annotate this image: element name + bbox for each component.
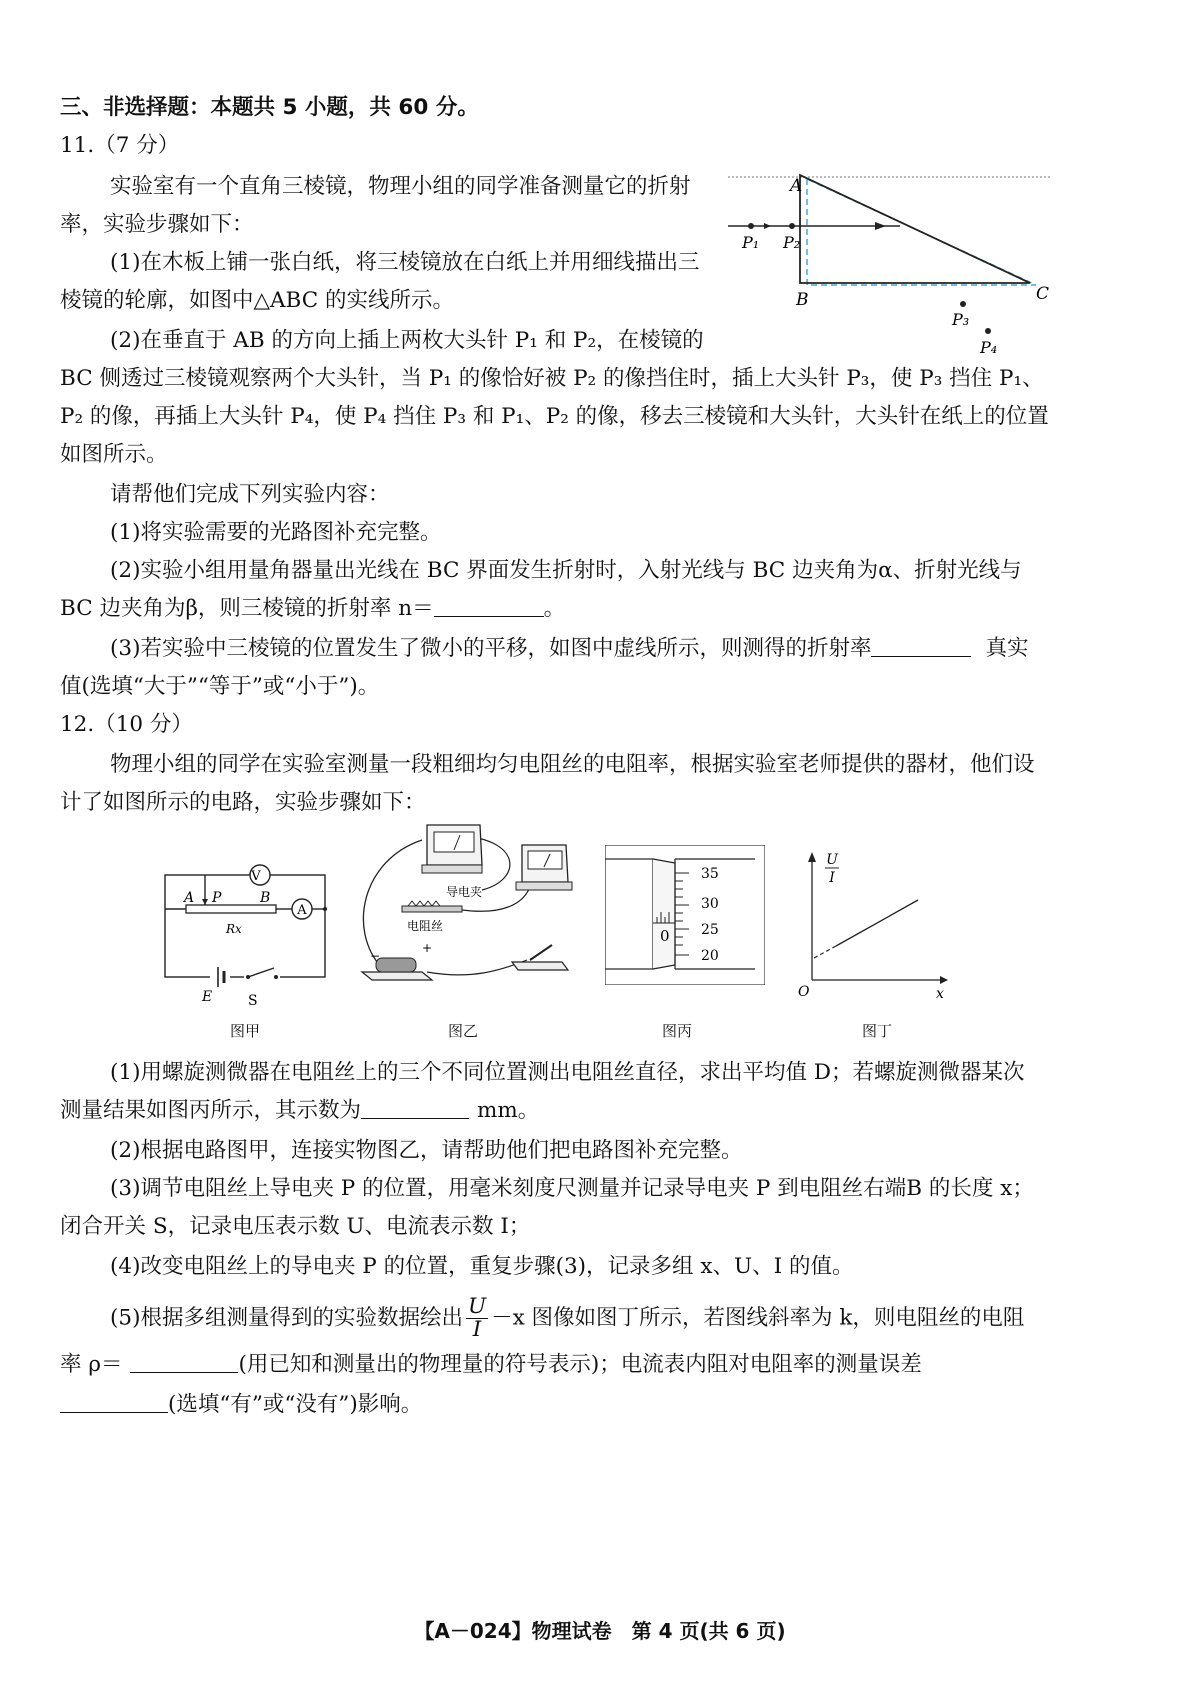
q12-step1-a: (1)用螺旋测微器在电阻丝上的三个不同位置测出电阻丝直径，求出平均值 D；若螺旋测微器某次	[110, 1060, 1025, 1085]
q12-step5-a	[110, 1296, 1024, 1341]
xlabel: x	[936, 986, 944, 1002]
label-p3: P₃	[952, 310, 970, 329]
q11-intro-2: 率，实验步骤如下：	[60, 212, 254, 237]
ray-arrow	[875, 222, 886, 230]
answer-blank-refractive-index[interactable]	[434, 596, 544, 617]
q12-intro-1: 物理小组的同学在实验室测量一段粗细均匀电阻丝的电阻率，根据实验室老师提供的器材，他们设	[110, 752, 1035, 777]
q12-step5-d-text: (用已知和测量出的物理量的符号表示)；电流表内阻对电阻率的测量误差	[238, 1352, 922, 1377]
label-a: A	[790, 176, 803, 196]
label-p4: P₄	[980, 338, 998, 357]
caption-ding-text: 图丁	[862, 1022, 893, 1040]
answer-blank-error[interactable]	[60, 1392, 168, 1413]
fraction-num: U	[467, 1294, 487, 1319]
q12-step3-b: 闭合开关 S，记录电压表示数 U、电流表示数 I；	[60, 1214, 531, 1239]
q11-step2-c: P₂ 的像，再插上大头针 P₄，使 P₄ 挡住 P₃ 和 P₁、P₂ 的像，移去三棱镜和大头针，大头针在纸上的位置	[60, 404, 1049, 429]
fraction-u-over-i	[466, 1296, 488, 1341]
q11-sub3-b-text: 真实	[985, 636, 1029, 661]
label-v: V	[251, 869, 261, 884]
q11-sub3-a-text: (3)若实验中三棱镜的位置发生了微小的平移，如图中虚线所示，则测得的折射率	[110, 636, 872, 661]
label-a-meter: A	[297, 903, 307, 918]
q12-step5-c	[60, 1350, 922, 1380]
extrapolated-line	[814, 946, 836, 958]
q11-sub3-a	[110, 634, 1028, 664]
origin-label: O	[798, 984, 810, 1000]
q11-step2-b: BC 侧透过三棱镜观察两个大头针，当 P₁ 的像恰好被 P₂ 的像挡住时，插上大头针 P₃，使 P₃ 挡住 P₁、	[60, 366, 1044, 391]
q12-number: 12.（10 分）	[60, 712, 193, 737]
q12-step1-c-text: mm。	[477, 1098, 540, 1123]
label-b: B	[796, 290, 809, 310]
figure-jia-circuit	[160, 855, 340, 1020]
label-plus: +	[422, 941, 433, 955]
q12-step5-e	[60, 1390, 422, 1420]
label-minus: −	[370, 949, 381, 963]
q12-step5-c-text: 率 ρ＝	[60, 1352, 123, 1377]
q12-step4: (4)改变电阻丝上的导电夹 P 的位置，重复步骤(3)，记录多组 x、U、I 的值。	[110, 1254, 854, 1279]
q11-step2-d: 如图所示。	[60, 442, 168, 467]
label-clip: 导电夹	[446, 885, 483, 899]
figure-yi-setup	[352, 820, 592, 1010]
tick-25: 25	[701, 922, 719, 938]
label-wire-a: A	[184, 890, 195, 906]
pin-p2	[789, 223, 795, 229]
q11-number: 11.（7 分）	[60, 133, 180, 158]
prism-triangle	[800, 175, 1030, 283]
q11-sub2-b-text: BC 边夹角为β，则三棱镜的折射率 n＝	[60, 596, 434, 621]
q11-intro-1: 实验室有一个直角三棱镜，物理小组的同学准备测量它的折射	[110, 174, 691, 199]
q11-ask: 请帮他们完成下列实验内容：	[110, 482, 390, 507]
label-p2: P₂	[783, 233, 801, 252]
figure-bing-micrometer	[605, 845, 765, 985]
q11-step1-a: (1)在木板上铺一张白纸，将三棱镜放在白纸上并用细线描出三	[110, 250, 700, 275]
label-c: C	[1036, 284, 1050, 304]
q11-sub2-b	[60, 594, 565, 624]
q12-step1-b	[60, 1096, 539, 1126]
q12-step1-b-text: 测量结果如图丙所示，其示数为	[60, 1098, 362, 1123]
answer-blank-micrometer[interactable]	[361, 1098, 469, 1119]
tick-20: 20	[701, 948, 719, 964]
tick-30: 30	[701, 896, 719, 912]
figure-ding-graph	[790, 840, 960, 1005]
pin-p4	[985, 328, 991, 334]
answer-blank-compare[interactable]	[871, 636, 971, 657]
fraction-den: I	[472, 1317, 482, 1342]
pin-p1	[748, 223, 754, 229]
q12-step3-a: (3)调节电阻丝上导电夹 P 的位置，用毫米刻度尺测量并记录导电夹 P 到电阻丝右端B 的长度 x；	[110, 1176, 1034, 1201]
pin-p3	[960, 301, 966, 307]
caption-jia-text: 图甲	[230, 1022, 261, 1040]
q12-step5-a-text: (5)根据多组测量得到的实验数据绘出	[110, 1305, 463, 1331]
section-heading: 三、非选择题：本题共 5 小题，共 60 分。	[60, 95, 479, 120]
caption-bing-text: 图丙	[662, 1022, 693, 1040]
label-wire: 电阻丝	[407, 919, 444, 933]
label-rx: Rx	[226, 922, 242, 936]
label-e: E	[202, 989, 213, 1005]
tick-35: 35	[701, 866, 719, 882]
answer-blank-resistivity[interactable]	[130, 1352, 238, 1373]
resistor-wire	[186, 905, 276, 913]
q11-sub1: (1)将实验需要的光路图补充完整。	[110, 520, 442, 545]
q11-sub3-c: 值(选填“大于”“等于”或“小于”)。	[60, 674, 380, 699]
label-p1: P₁	[742, 233, 760, 252]
sleeve-zero: 0	[660, 927, 670, 945]
q11-sub2-a: (2)实验小组用量角器量出光线在 BC 界面发生折射时，入射光线与 BC 边夹角为α、折射光线与	[110, 558, 1022, 583]
page-footer: 【A－024】物理试卷 第 4 页(共 6 页)	[414, 1619, 786, 1643]
q12-step2: (2)根据电路图甲，连接实物图乙，请帮助他们把电路图补充完整。	[110, 1138, 743, 1163]
wire-board	[402, 906, 462, 912]
q11-step1-b: 棱镜的轮廓，如图中△ABC 的实线所示。	[60, 288, 455, 313]
ylabel-num: U	[826, 852, 838, 868]
switch-device	[512, 962, 568, 970]
ylabel-den: I	[829, 870, 835, 886]
label-s: S	[248, 993, 258, 1009]
q11-sub2-c-text: 。	[543, 596, 566, 621]
caption-yi-text: 图乙	[448, 1022, 479, 1040]
ray-arrow-left	[764, 223, 771, 229]
thimble-scale	[675, 873, 689, 955]
battery-device	[362, 972, 432, 980]
q12-intro-2: 计了如图所示的电路，实验步骤如下：	[60, 790, 426, 815]
q11-step2-a: (2)在垂直于 AB 的方向上插上两枚大头针 P₁ 和 P₂，在棱镜的	[110, 328, 704, 353]
data-line	[836, 900, 918, 946]
prism-figure	[720, 165, 1060, 365]
label-wire-b: B	[260, 890, 271, 906]
label-p: P	[212, 890, 222, 906]
q12-step5-b-text: －x 图像如图丁所示，若图线斜率为 k，则电阻丝的电阻	[491, 1305, 1025, 1331]
q12-step5-e-text: (选填“有”或“没有”)影响。	[168, 1392, 423, 1417]
